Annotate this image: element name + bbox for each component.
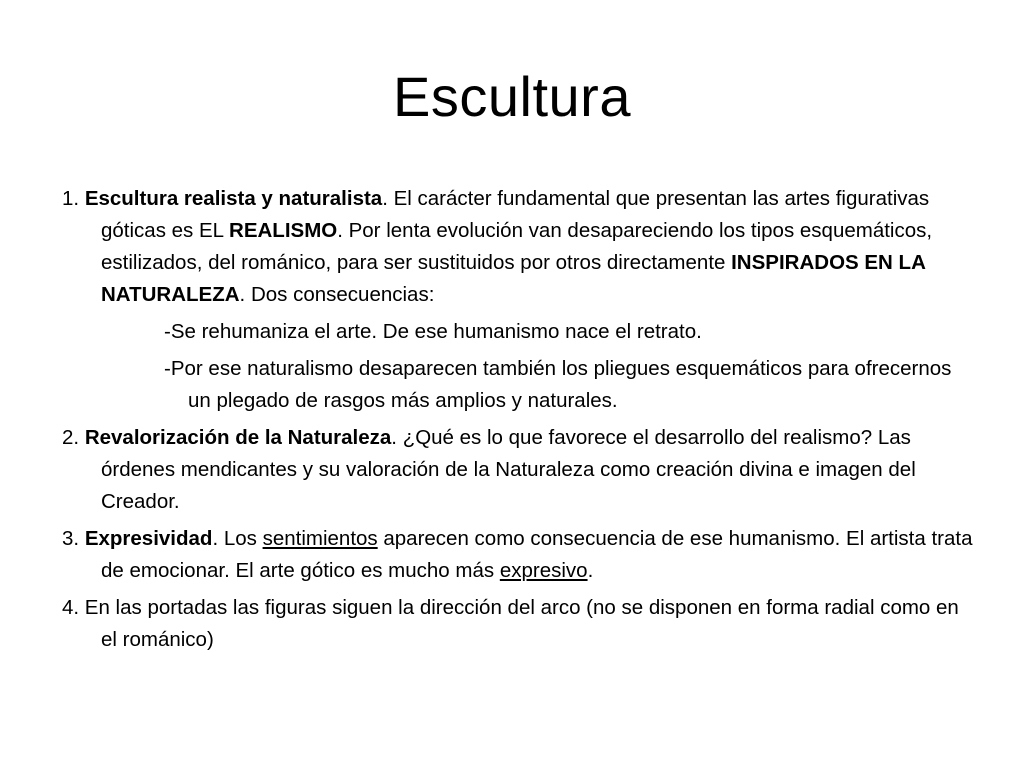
point-1 [62,183,977,311]
point-1-text-b: . Por lenta evolución van desapareciendo los tipos esquemáticos, estilizados, del románico, para ser sustituidos por otros directamente [101,219,933,274]
point-3-underline-expresivo: expresivo [499,559,588,582]
point-3-text-a: . Los [212,527,263,550]
point-2-number: 2. [62,426,80,449]
point-1-number: 1. [62,187,80,210]
sub-point-2: -Por ese naturalismo desaparecen también los pliegues esquemáticos para ofrecernos un plegado de rasgos más amplios y naturales. [164,357,952,412]
point-3-text-c: . [587,559,594,582]
point-3-underline-sentimientos: sentimientos [262,527,378,550]
point-3-text-b: aparecen como consecuencia de ese humanismo. El artista trata de emocionar. El arte gótico es mucho más [101,527,973,582]
point-1-heading: Escultura realista y naturalista [84,187,383,210]
point-2-heading: Revalorización de la Naturaleza [84,426,392,449]
slide-body [62,183,977,661]
point-4: 4. En las portadas las figuras siguen la dirección del arco (no se disponen en forma radial como en el románico) [62,596,959,651]
point-3-number: 3. [62,527,80,550]
point-1-bold-naturaleza: INSPIRADOS EN LA NATURALEZA [101,251,926,306]
point-2 [62,422,977,518]
point-3 [62,523,977,587]
point-1-text-a: . El carácter fundamental que presentan las artes figurativas góticas es EL [101,187,930,242]
slide-title: Escultura [393,65,631,128]
sub-point-1: -Se rehumaniza el arte. De ese humanismo nace el retrato. [164,320,702,343]
point-3-heading: Expresividad [84,527,213,550]
point-1-text-c: . Dos consecuencias: [239,283,435,306]
point-1-bold-realismo: REALISMO [229,219,338,242]
point-2-text: . ¿Qué es lo que favorece el desarrollo del realismo? Las órdenes mendicantes y su valoración de la Naturaleza como creación divina e imagen del Creador. [101,426,916,513]
